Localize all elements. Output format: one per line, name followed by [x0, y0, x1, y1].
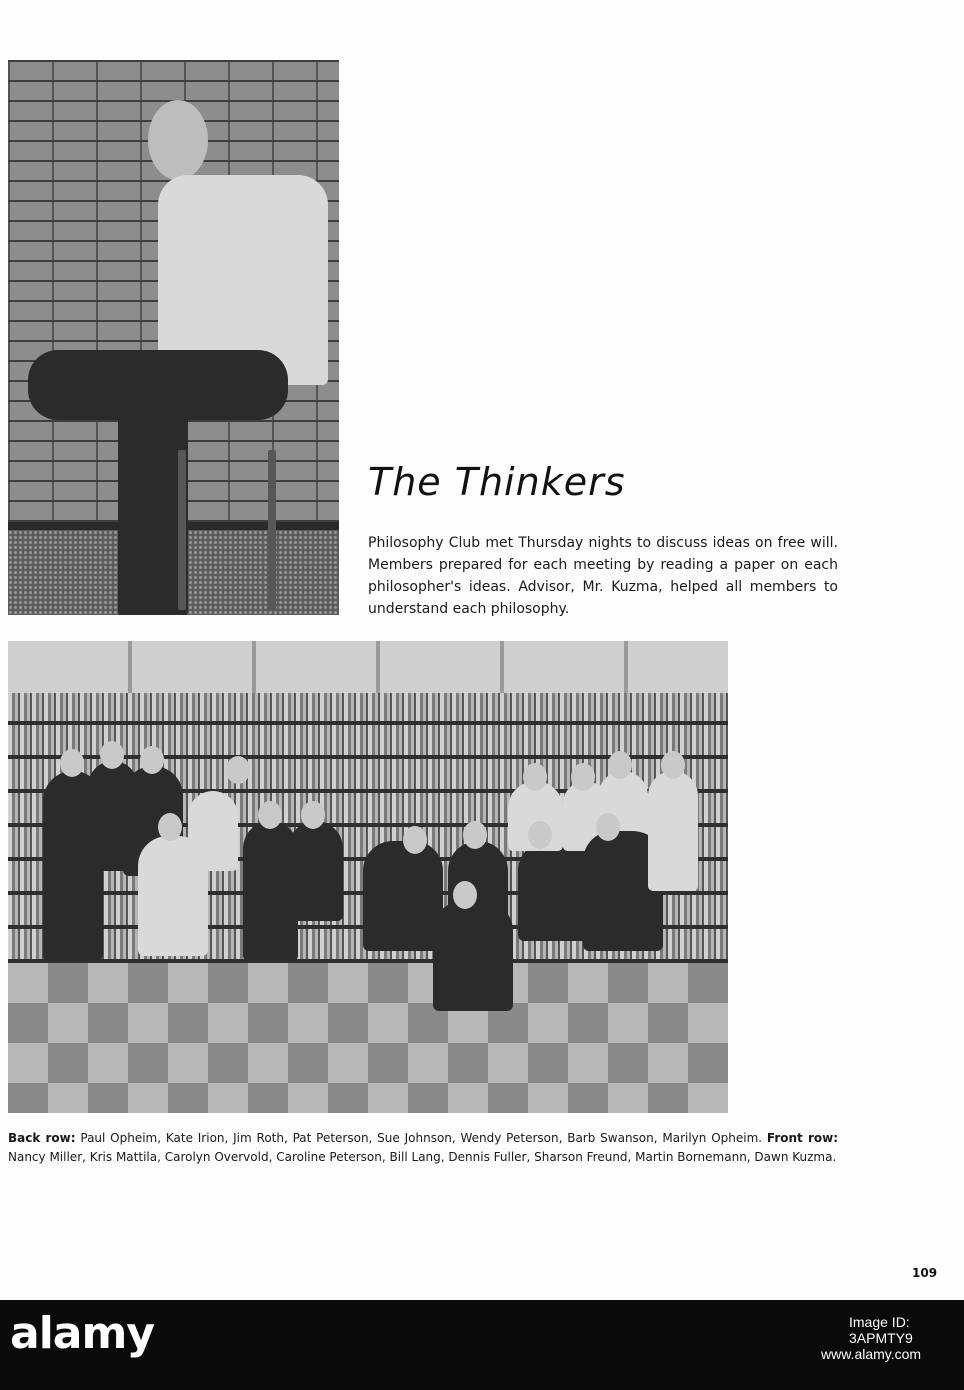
group-photo: [8, 641, 728, 1113]
student-figure: [363, 841, 443, 951]
photo-caption: [8, 1129, 838, 1167]
checkered-floor: [8, 963, 728, 1113]
student-head: [403, 826, 427, 854]
stool-leg: [268, 450, 276, 610]
page-number: 109: [912, 1266, 938, 1280]
student-head: [140, 746, 164, 774]
student-head: [523, 763, 547, 791]
back-row-names: Paul Opheim, Kate Irion, Jim Roth, Pat Peterson, Sue Johnson, Wendy Peterson, Barb Swanson, Marilyn Opheim.: [75, 1131, 767, 1145]
front-row-names: Nancy Miller, Kris Mattila, Carolyn Overvold, Caroline Peterson, Bill Lang, Dennis Fuller, Sharson Freund, Martin Bornemann, Dawn Kuzma.: [8, 1150, 837, 1164]
article-title: The Thinkers: [368, 460, 626, 504]
student-head: [100, 741, 124, 769]
watermark-logo: alamy: [10, 1308, 154, 1359]
back-row-label: Back row:: [8, 1131, 76, 1145]
article-intro: Philosophy Club met Thursday nights to discuss ideas on free will. Members prepared for each meeting by reading a paper on each philosopher's ideas. Advisor, Mr. Kuzma, helped all members to understand each philosophy.: [368, 535, 838, 617]
watermark-url: www.alamy.com: [821, 1346, 922, 1362]
student-head: [60, 749, 84, 777]
student-head: [528, 821, 552, 849]
ceiling-lights: [8, 641, 728, 693]
student-head: [571, 763, 595, 791]
student-head: [148, 100, 208, 180]
student-figure: [188, 791, 238, 871]
student-head: [661, 751, 685, 779]
front-row-label: Front row:: [766, 1131, 838, 1145]
student-head: [158, 813, 182, 841]
student-figure: [433, 901, 513, 1011]
student-figure: [648, 771, 698, 891]
student-figure: [288, 821, 343, 921]
student-head: [596, 813, 620, 841]
student-head: [301, 801, 325, 829]
student-head: [453, 881, 477, 909]
student-head: [258, 801, 282, 829]
student-head: [463, 821, 487, 849]
student-figure: [518, 841, 593, 941]
student-head: [608, 751, 632, 779]
stool-leg: [178, 450, 186, 610]
student-head: [226, 756, 250, 784]
watermark-image-id: Image ID: 3APMTY9: [849, 1314, 913, 1346]
portrait-photo: [8, 60, 339, 615]
